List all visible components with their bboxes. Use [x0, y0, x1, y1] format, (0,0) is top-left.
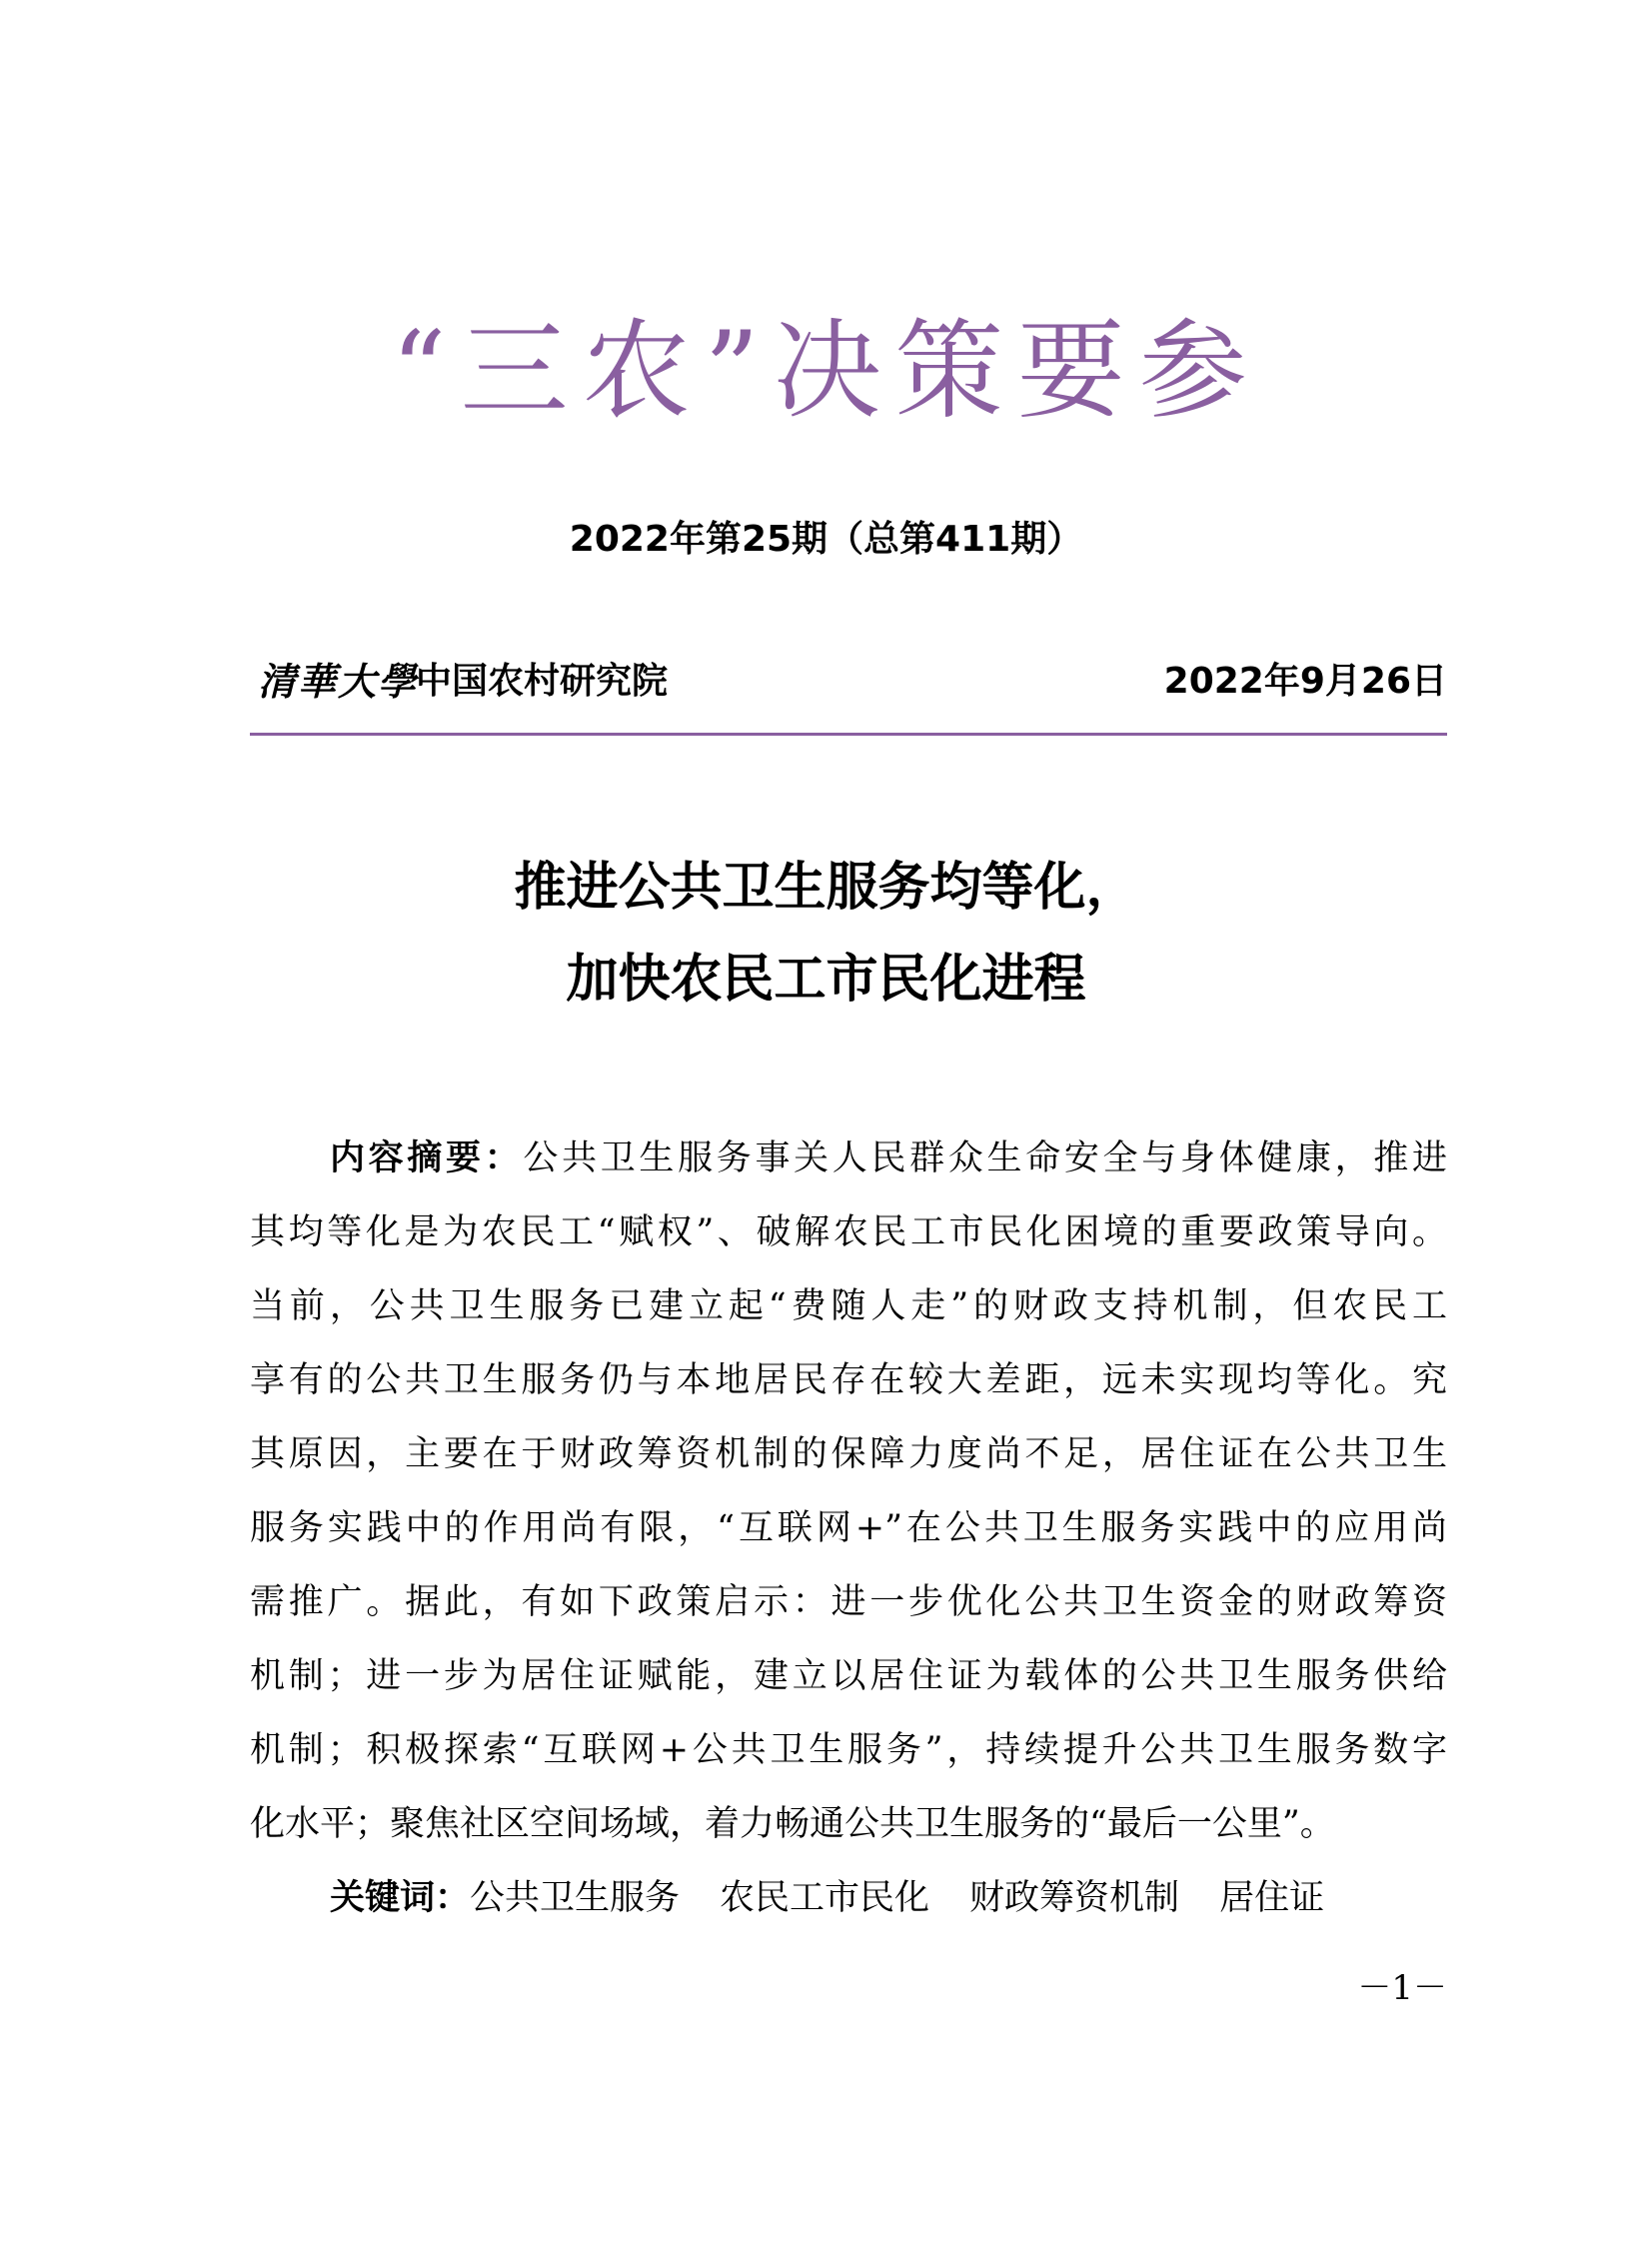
- page-number: －1－: [1357, 1968, 1447, 2008]
- abstract-line: [250, 1122, 1447, 1195]
- abstract-line: 服务实践中的作用尚有限，“互联网+”在公共卫生服务实践中的应用尚: [250, 1508, 1447, 1548]
- masthead-title: “三农”决策要参: [391, 309, 1261, 434]
- abstract-line: 当前，公共卫生服务已建立起“费随人走”的财政支持机制，但农民工: [250, 1286, 1447, 1326]
- abstract-line: 机制；进一步为居住证赋能，建立以居住证为载体的公共卫生服务供给: [250, 1656, 1447, 1696]
- keyword: 财政筹资机制: [969, 1878, 1180, 1918]
- keyword: 居住证: [1219, 1878, 1325, 1918]
- header-divider: [250, 733, 1447, 736]
- abstract-line: 需推广。据此，有如下政策启示：进一步优化公共卫生资金的财政筹资: [250, 1582, 1447, 1622]
- article-title-line-2: 加快农民工市民化进程: [566, 950, 1086, 1010]
- keywords-label: 关键词：: [330, 1878, 471, 1918]
- keywords: [330, 1861, 1324, 1935]
- issue-number: 2022年第25期（总第411期）: [569, 519, 1083, 560]
- abstract-line: 其原因，主要在于财政筹资机制的保障力度尚不足，居住证在公共卫生: [250, 1434, 1447, 1474]
- publisher-row: [250, 658, 1447, 706]
- abstract-line: 其均等化是为农民工“赋权”、破解农民工市民化困境的重要政策导向。: [250, 1212, 1447, 1252]
- abstract-line: 化水平；聚焦社区空间场域，着力畅通公共卫生服务的“最后一公里”。: [250, 1804, 1335, 1844]
- article-title-line-1: 推进公共卫生服务均等化，: [514, 858, 1138, 918]
- abstract-line: 享有的公共卫生服务仍与本地居民存在较大差距，远未实现均等化。究: [250, 1360, 1447, 1400]
- university-logo: 清華大學: [258, 659, 419, 704]
- institute-name: 中国农村研究院: [416, 661, 669, 702]
- abstract: [250, 1122, 1447, 1861]
- keyword: 公共卫生服务: [470, 1878, 681, 1918]
- abstract-line: 机制；积极探索“互联网+公共卫生服务”，持续提升公共卫生服务数字: [250, 1730, 1447, 1770]
- keyword: 农民工市民化: [720, 1878, 930, 1918]
- abstract-label: 内容摘要：: [330, 1138, 524, 1178]
- abstract-line-text: 公共卫生服务事关人民群众生命安全与身体健康，推进: [523, 1138, 1447, 1178]
- publication-date: 2022年9月26日: [1163, 661, 1447, 702]
